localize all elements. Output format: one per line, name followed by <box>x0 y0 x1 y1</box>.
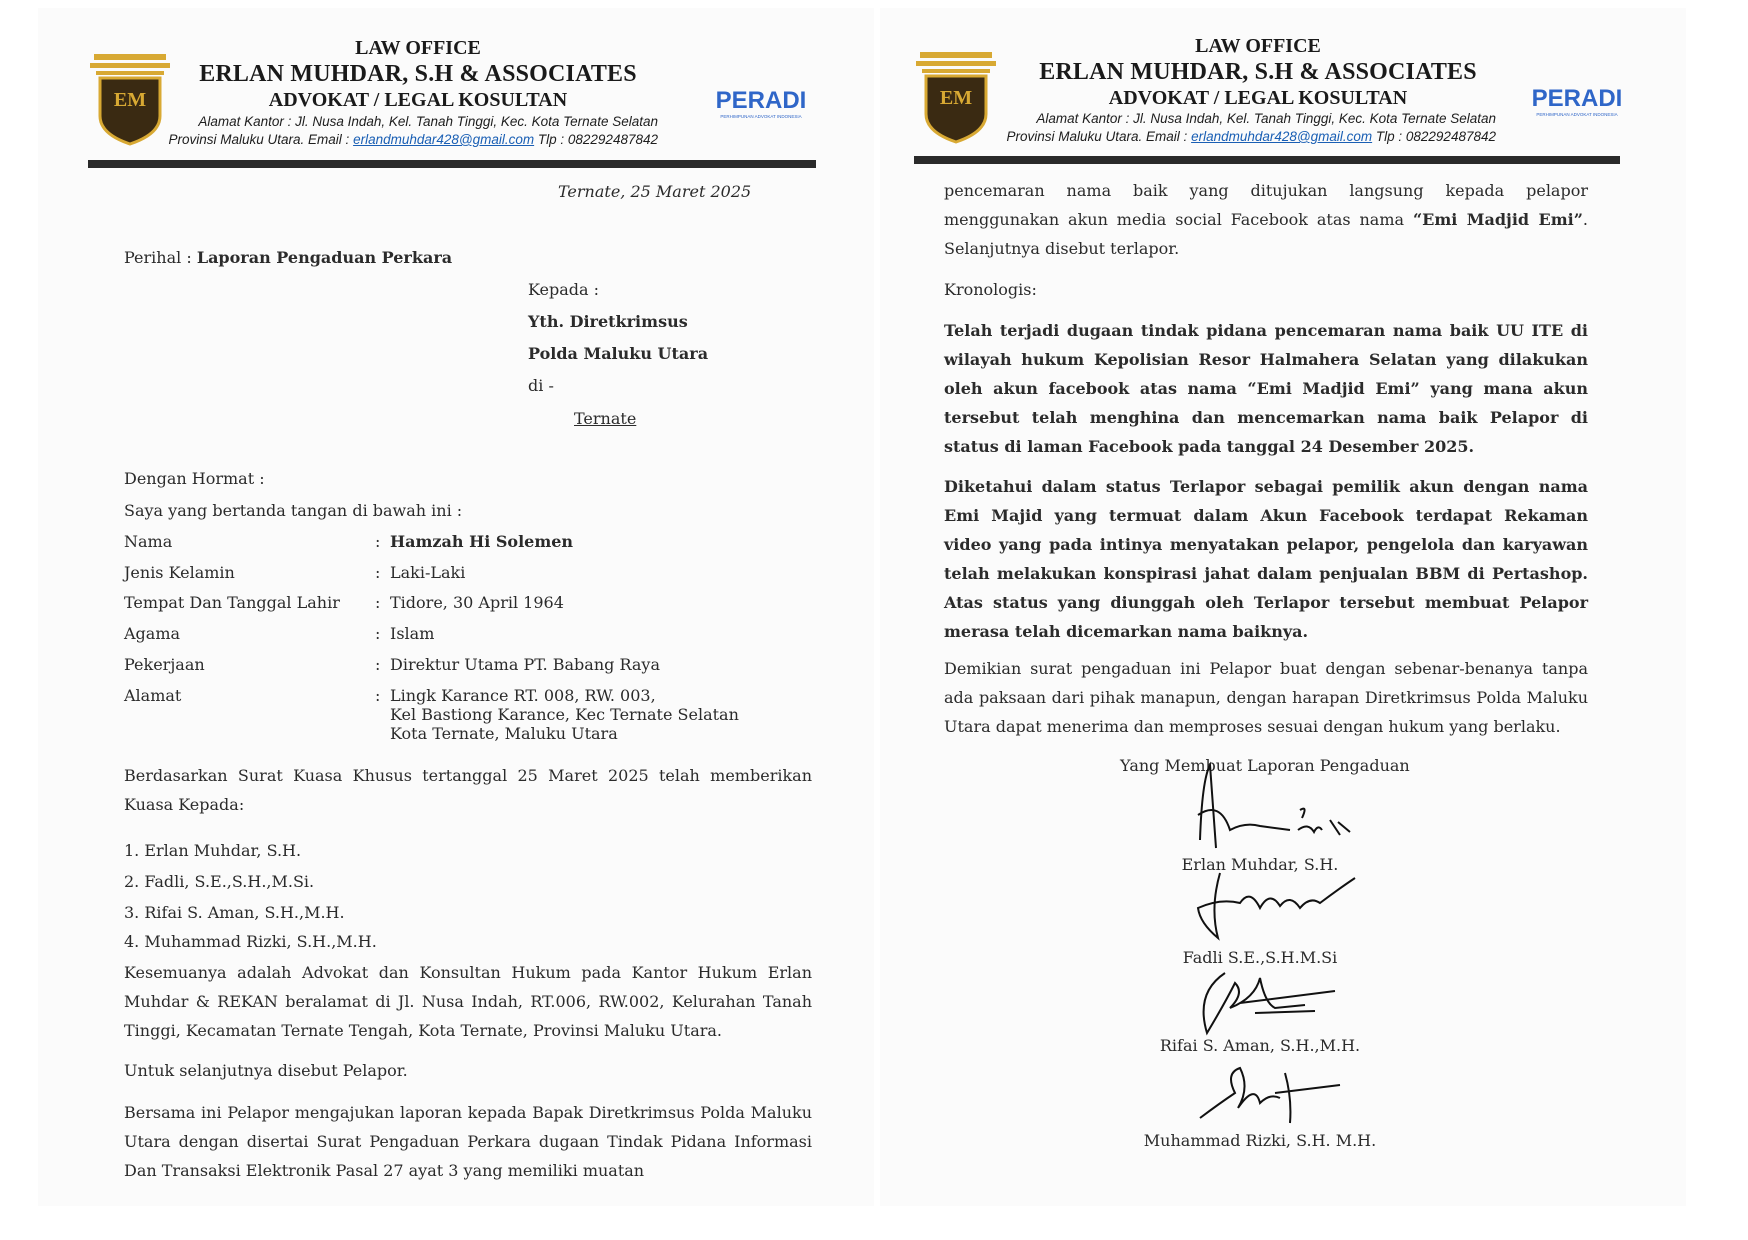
identity-label: Pekerjaan <box>124 655 205 674</box>
lawyer-item: 2. Fadli, S.E.,S.H.,M.Si. <box>124 872 315 891</box>
address-continuation: Kel Bastiong Karance, Kec Ternate Selatan <box>390 705 739 724</box>
address-continuation: Kota Ternate, Maluku Utara <box>390 724 618 743</box>
recipient-title: Yth. Diretkrimsus <box>528 312 688 331</box>
address-line-2: Provinsi Maluku Utara. Email : erlandmuhdar428@gmail.com Tlp : 082292487842 <box>1006 129 1496 144</box>
recipient-city: Ternate <box>574 409 637 428</box>
perihal-value: Laporan Pengaduan Perkara <box>196 248 453 267</box>
identity-label: Jenis Kelamin <box>124 563 235 582</box>
identity-value: Laki-Laki <box>390 563 466 582</box>
kesemuanya-paragraph: Kesemuanya adalah Advokat dan Konsultan Hukum pada Kantor Hukum Erlan Muhdar & REKAN beralamat di Jl. Nusa Indah, RT.006, RW.002, Kelurahan Tanah Tinggi, Kecamatan Ternate Tengah, Kota Ternate, Provinsi Maluku Utara. <box>124 963 812 1040</box>
kronologis-paragraph-1: Telah terjadi dugaan tindak pidana pencemaran nama baik UU ITE di wilayah hukum Kepolisian Resor Halmahera Selatan yang dilakukan oleh akun facebook atas nama “Emi Madjid Emi” yang mana akun tersebut telah menghina dan mencemarkan nama baik Pelapor di status di laman Facebook pada tanggal 24 Desember 2025. <box>944 321 1588 456</box>
recipient-di: di - <box>528 376 554 395</box>
letter-date: Ternate, 25 Maret 2025 <box>558 182 752 201</box>
kronologis-heading: Kronologis: <box>944 280 1037 299</box>
peradi-logo <box>706 86 816 124</box>
svg-text:EM: EM <box>939 87 973 109</box>
lawyer-item: 4. Muhammad Rizki, S.H.,M.H. <box>124 932 377 951</box>
continuation-paragraph: pencemaran nama baik yang ditujukan langsung kepada pelapor menggunakan akun media social Facebook atas nama “Emi Madjid Emi”. Selanjutnya disebut terlapor. <box>944 181 1588 258</box>
signatory-name: Muhammad Rizki, S.H. M.H. <box>1143 1131 1377 1150</box>
signature-4 <box>1180 1053 1360 1128</box>
svg-text:PERADI: PERADI <box>715 87 807 114</box>
svg-text:PERHIMPUNAN ADVOKAT INDONESIA: PERHIMPUNAN ADVOKAT INDONESIA <box>720 114 802 119</box>
signatory-name: Rifai S. Aman, S.H.,M.H. <box>1159 1036 1361 1055</box>
identity-value: Lingk Karance RT. 008, RW. 003, <box>390 686 656 705</box>
identity-value: Hamzah Hi Solemen <box>390 532 574 551</box>
svg-text:PERADI: PERADI <box>1531 85 1623 112</box>
letterhead-title-block <box>1028 34 1488 110</box>
signatory-name: Erlan Muhdar, S.H. <box>1181 855 1339 874</box>
letterhead-title-block <box>188 36 648 112</box>
letterhead-subtitle: ADVOKAT / LEGAL KOSULTAN <box>1108 87 1408 109</box>
letter-page-1: EM LAW OFFICE ERLAN MUHDAR, S.H & ASSOCIATES ADVOKAT / LEGAL KOSULTAN Alamat Kantor : Jl. Nusa Indah, Kel. Tanah Tinggi, Kec. Kota Ternate Selatan Provinsi Maluku Utara. Email : erlandmuhdar428@gmail.com Tlp : 082292487842 PERADI PERHIMPUNAN ADVOKAT INDONESIA Ternate, 25 Maret 2025 Perihal : Laporan Pengaduan Perkara Kepada : Yth. Diretkrimsus Polda Maluku Utara di - Ternate Dengan Hormat : Saya yang bertanda tangan di bawah ini : Nama : Hamzah Hi Solemen Jenis Kelamin : Laki-Laki Tempat Dan Tanggal Lahir : Tidore, 30 April 1964 Agama : Islam Pekerjaan : Direktur Utama PT. Babang Raya Alamat : Lingk Karance RT. 008, RW. 003, Kel Bastiong Karance, Kec Ternate Selatan Kota Ternate, Maluku Utara Berdasarkan Surat Kuasa Khusus tertanggal 25 Maret 2025 telah memberikan Kuasa Kepada: 1. Erlan Muhdar, S.H. 2. Fadli, S.E.,S.H.,M.Si. 3. Rifai S. Aman, S.H.,M.H. 4. Muhammad Rizki, S.H.,M.H. Kesemuanya adalah Advokat dan Konsultan Hukum pada Kantor Hukum Erlan Muhdar & REKAN beralamat di Jl. Nusa Indah, RT.006, RW.002, Kelurahan Tanah Tinggi, Kecamatan Ternate Tengah, Kota Ternate, Provinsi Maluku Utara. Untuk selanjutnya disebut Pelapor. Bersama ini Pelapor mengajukan laporan kepada Bapak Diretkrimsus Polda Maluku Utara dengan disertai Surat Pengaduan Perkara dugaan Tindak Pidana Informasi Dan Transaksi Elektronik Pasal 27 ayat 3 yang memiliki muatan <box>38 8 874 1206</box>
greeting: Dengan Hormat : <box>124 469 265 488</box>
disebut-line: Untuk selanjutnya disebut Pelapor. <box>124 1061 408 1080</box>
signature-2 <box>1190 868 1360 958</box>
identity-label: Tempat Dan Tanggal Lahir <box>124 593 340 612</box>
letterhead-rule <box>914 156 1620 164</box>
identity-label: Alamat <box>124 686 182 705</box>
identity-value: Islam <box>390 624 435 643</box>
signature-3 <box>1185 963 1365 1043</box>
svg-text:EM: EM <box>113 89 147 111</box>
perihal: Perihal : Laporan Pengaduan Perkara <box>124 248 453 267</box>
lawyer-item: 3. Rifai S. Aman, S.H.,M.H. <box>124 903 345 922</box>
bersama-paragraph: Bersama ini Pelapor mengajukan laporan kepada Bapak Diretkrimsus Polda Maluku Utara dengan disertai Surat Pengaduan Perkara dugaan Tindak Pidana Informasi Dan Transaksi Elektronik Pasal 27 ayat 3 yang memiliki muatan <box>124 1103 812 1180</box>
email-link[interactable]: erlandmuhdar428@gmail.com <box>353 132 535 147</box>
email-link[interactable]: erlandmuhdar428@gmail.com <box>1191 129 1373 144</box>
letterhead-rule <box>88 160 816 168</box>
kuasa-paragraph: Berdasarkan Surat Kuasa Khusus tertanggal 25 Maret 2025 telah memberikan Kuasa Kepada: <box>124 766 812 814</box>
signatory-name: Fadli S.E.,S.H.M.Si <box>1182 948 1338 967</box>
letterhead-firm: ERLAN MUHDAR, S.H & ASSOCIATES <box>199 61 637 87</box>
letterhead-subtitle: ADVOKAT / LEGAL KOSULTAN <box>268 89 568 111</box>
address-line-2: Provinsi Maluku Utara. Email : erlandmuhdar428@gmail.com Tlp : 082292487842 <box>168 132 658 147</box>
signoff-line: Yang Membuat Laporan Pengaduan <box>1120 756 1410 775</box>
kronologis-paragraph-2: Diketahui dalam status Terlapor sebagai pemilik akun dengan nama Emi Majid yang termuat dalam Akun Facebook terdapat Rekaman video yang pada intinya menyatakan pelapor, pengelola dan karyawan telah melakukan konspirasi jahat dalam penjualan BBM di Pertashop. Atas status yang diunggah oleh Terlapor tersebut membuat Pelapor merasa telah dicemarkan nama baiknya. <box>944 477 1588 641</box>
letter-page-2 <box>880 8 1686 1206</box>
identity-label: Nama <box>124 532 173 551</box>
peradi-logo <box>1522 84 1632 122</box>
letterhead-address <box>138 113 658 149</box>
letterhead-address <box>976 110 1496 146</box>
recipient-kepada: Kepada : <box>528 280 600 299</box>
identity-label: Agama <box>124 624 181 643</box>
letterhead-title: LAW OFFICE <box>1195 35 1321 57</box>
recipient-institution: Polda Maluku Utara <box>528 344 709 363</box>
letterhead-title: LAW OFFICE <box>355 37 481 59</box>
identity-value: Tidore, 30 April 1964 <box>390 593 564 612</box>
closing-paragraph: Demikian surat pengaduan ini Pelapor buat dengan sebenar-benanya tanpa ada paksaan dari pihak manapun, dengan harapan Diretkrimsus Polda Maluku Utara dapat menerima dan memproses sesuai dengan hukum yang berlaku. <box>944 659 1588 736</box>
lawyer-item: 1. Erlan Muhdar, S.H. <box>124 841 302 860</box>
signature-1 <box>1190 760 1360 855</box>
letterhead-firm: ERLAN MUHDAR, S.H & ASSOCIATES <box>1039 59 1477 85</box>
address-line-1: Alamat Kantor : Jl. Nusa Indah, Kel. Tanah Tinggi, Kec. Kota Ternate Selatan <box>1036 111 1496 126</box>
identity-value: Direktur Utama PT. Babang Raya <box>390 655 660 674</box>
address-line-1: Alamat Kantor : Jl. Nusa Indah, Kel. Tanah Tinggi, Kec. Kota Ternate Selatan <box>198 114 658 129</box>
reported-account-name: “Emi Madjid Emi” <box>1412 210 1583 229</box>
svg-text:PERHIMPUNAN ADVOKAT INDONESIA: PERHIMPUNAN ADVOKAT INDONESIA <box>1536 112 1618 117</box>
intro-line: Saya yang bertanda tangan di bawah ini : <box>124 501 463 520</box>
